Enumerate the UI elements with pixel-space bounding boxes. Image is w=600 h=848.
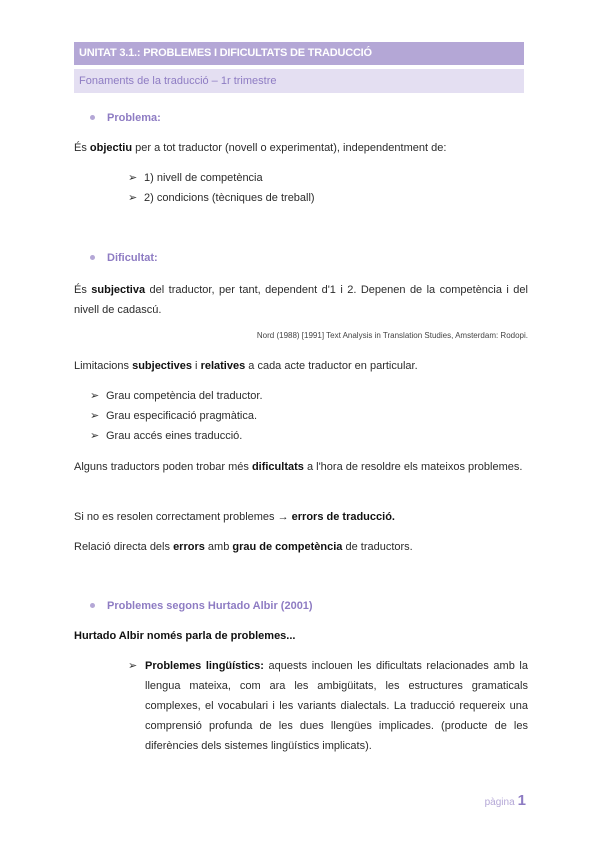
- section-heading-dificultat: [90, 252, 158, 264]
- text-run: i: [192, 360, 201, 372]
- list-item: [90, 406, 257, 426]
- bold-run: subjectiva: [91, 284, 146, 296]
- list-item-text: 1) nivell de competència: [144, 172, 263, 184]
- list-item: [90, 426, 242, 446]
- text-run: És: [74, 142, 90, 154]
- bullet-dot-icon: [90, 603, 95, 608]
- bold-run: subjectives: [132, 360, 192, 372]
- bold-run: relatives: [200, 360, 246, 372]
- page-label: pàgina: [484, 797, 515, 808]
- citation: Nord (1988) [1991] Text Analysis in Translation Studies, Amsterdam: Rodopi.: [256, 331, 528, 340]
- paragraph-errors: [74, 507, 528, 527]
- arrow-bullet-icon: ➢: [90, 410, 100, 422]
- bold-run: objectiu: [89, 142, 133, 154]
- bold-run: errors de traducció.: [291, 511, 395, 523]
- list-item-text: Grau especificació pragmàtica.: [106, 410, 258, 422]
- list-item-text: Grau competència del traductor.: [106, 390, 263, 402]
- text-run: de traductors.: [342, 541, 413, 553]
- text-run: del traductor, per tant, dependent d'1 i 2. Depenen de la competència i del nivell de cadascú.: [74, 284, 528, 316]
- text-run: amb: [204, 541, 233, 553]
- text-run: a l'hora de resoldre els mateixos problemes.: [303, 461, 523, 473]
- heading-text: Dificultat:: [107, 252, 158, 264]
- heading-text: Problema:: [107, 112, 161, 124]
- text-run: per a tot traductor (novell o experimentat), independentment de:: [132, 142, 447, 154]
- bold-run: Problemes lingüístics:: [145, 660, 264, 672]
- list-item: [128, 188, 315, 208]
- list-item-text: Grau accés eines traducció.: [106, 430, 243, 442]
- bold-run: dificultats: [251, 461, 304, 473]
- course-subtitle-banner: Fonaments de la traducció – 1r trimestre: [74, 69, 524, 93]
- bold-run: Hurtado Albir només parla de problemes...: [74, 630, 296, 642]
- paragraph-relacio: [74, 537, 528, 557]
- text-run: a cada acte traductor en particular.: [245, 360, 418, 372]
- arrow-bullet-icon: ➢: [90, 390, 100, 402]
- paragraph-limitacions: [74, 356, 528, 376]
- paragraph-objectiu: [74, 138, 528, 158]
- paragraph-subjectiva: [74, 280, 528, 320]
- arrow-bullet-icon: ➢: [128, 660, 138, 672]
- page-number-value: 1: [517, 792, 526, 809]
- paragraph-dificultats: [74, 457, 528, 477]
- bold-run: grau de competència: [232, 541, 343, 553]
- list-item-problemes-linguistics: [128, 656, 528, 756]
- list-item: [128, 168, 263, 188]
- arrow-bullet-icon: ➢: [128, 172, 138, 184]
- text-run: Limitacions: [74, 360, 133, 372]
- arrow-bullet-icon: ➢: [90, 430, 100, 442]
- text-run: És: [74, 284, 92, 296]
- page-number: [485, 792, 526, 809]
- bullet-dot-icon: [90, 255, 95, 260]
- section-heading-hurtado: [90, 600, 313, 612]
- list-item-text: 2) condicions (tècniques de treball): [144, 192, 315, 204]
- heading-text: Problemes segons Hurtado Albir (2001): [107, 600, 313, 612]
- list-item-text: [128, 656, 528, 756]
- section-heading-problema: [90, 112, 161, 124]
- bullet-dot-icon: [90, 115, 95, 120]
- text-run: Relació directa dels: [74, 541, 174, 553]
- text-run: Si no es resolen correctament problemes →: [74, 511, 292, 523]
- text-run: aquests inclouen les dificultats relacionades amb la llengua mateixa, com ara les ambigüitats, les estructures gramaticals complexes, el vocabulari i les variants dialectals. La traducció requereix una comprensió profunda de les dues llengües implicades. (producte de les diferències dels sistemes lingüístics implicats).: [145, 660, 528, 752]
- list-item: [90, 386, 263, 406]
- text-run: Alguns traductors poden trobar més: [74, 461, 252, 473]
- bold-run: errors: [173, 541, 205, 553]
- arrow-bullet-icon: ➢: [128, 192, 138, 204]
- paragraph-intro: [74, 626, 528, 646]
- unit-title-banner: UNITAT 3.1.: PROBLEMES I DIFICULTATS DE TRADUCCIÓ: [74, 42, 524, 65]
